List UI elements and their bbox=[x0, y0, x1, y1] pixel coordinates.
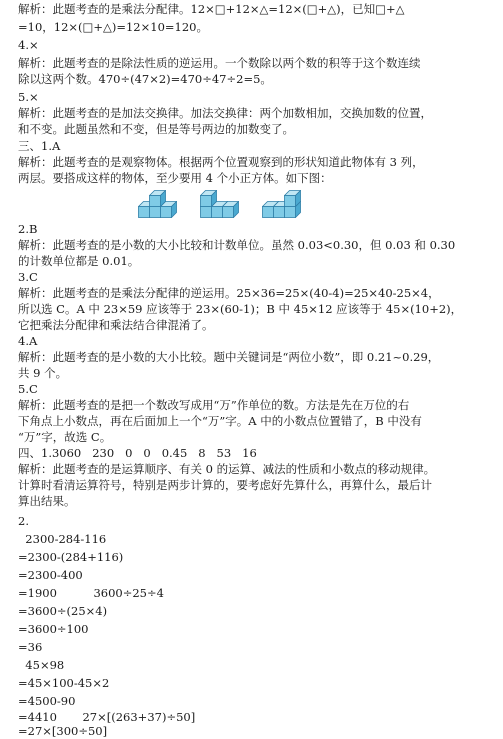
text-line-15: 3.C bbox=[18, 270, 38, 284]
text-line-2: =10，12×(□+△)=12×10=120。 bbox=[18, 20, 208, 34]
text-line-41: =4410 27×[(263+37)÷50] bbox=[18, 710, 196, 724]
text-line-42: =27×[300÷50] bbox=[18, 724, 108, 738]
text-line-13: 解析：此题考查的是小数的大小比较和计数单位。虽然 0.03<0.30，但 0.03 和 0.30 bbox=[18, 238, 456, 252]
text-line-4: 解析：此题考查的是除法性质的逆运用。一个数除以两个数的积等于这个数连续 bbox=[18, 56, 421, 70]
text-line-26: 四、1.3060 230 0 0 0.45 8 53 16 bbox=[18, 446, 257, 460]
text-line-28: 计算时看清运算符号，特别是两步计算的，要考虑好先算什么，再算什么，最后计 bbox=[18, 478, 432, 492]
cube-icon bbox=[222, 201, 239, 218]
text-line-3: 4.× bbox=[18, 38, 39, 52]
text-line-18: 它把乘法分配律和乘法结合律混淆了。 bbox=[18, 318, 214, 332]
text-line-40: =4500-90 bbox=[18, 694, 76, 708]
text-line-32: =2300-(284+116) bbox=[18, 550, 124, 564]
text-line-29: 算出结果。 bbox=[18, 494, 76, 508]
text-line-10: 解析：此题考查的是观察物体。根据两个位置观察到的形状知道此物体有 3 列， bbox=[18, 155, 424, 169]
text-line-27: 解析：此题考查的是运算顺序、有关 0 的运算、减法的性质和小数点的移动规律。 bbox=[18, 462, 436, 476]
text-line-34: =1900 3600÷25÷4 bbox=[18, 586, 164, 600]
cube-figures bbox=[138, 185, 328, 219]
text-line-33: =2300-400 bbox=[18, 568, 83, 582]
text-line-14: 的计数单位都是 0.01。 bbox=[18, 254, 140, 268]
text-line-6: 5.× bbox=[18, 90, 39, 104]
cube-icon bbox=[284, 190, 301, 207]
text-line-23: 解析：此题考查的是把一个数改写成用“万”作单位的数。方法是先在万位的右 bbox=[18, 398, 410, 412]
text-line-21: 共 9 个。 bbox=[18, 366, 68, 380]
text-line-12: 2.B bbox=[18, 222, 38, 236]
text-line-9: 三、1.A bbox=[18, 139, 61, 153]
text-line-5: 除以这两个数。470÷(47×2)=470÷47÷2=5。 bbox=[18, 72, 272, 86]
text-line-36: =3600÷100 bbox=[18, 622, 89, 636]
text-line-37: =36 bbox=[18, 640, 43, 654]
text-line-20: 解析：此题考查的是小数的大小比较。题中关键词是“两位小数”，即 0.21~0.29， bbox=[18, 350, 440, 364]
text-line-8: 和不变。此题虽然和不变，但是等号两边的加数变了。 bbox=[18, 122, 294, 136]
text-line-24: 下角点上小数点，再在后面加上一个“万”字。A 中的小数点位置错了，B 中没有 bbox=[18, 414, 422, 428]
text-line-7: 解析：此题考查的是加法交换律。加法交换律：两个加数相加，交换加数的位置， bbox=[18, 106, 432, 120]
text-line-19: 4.A bbox=[18, 334, 38, 348]
text-line-16: 解析：此题考查的是乘法分配律的逆运用。25×36=25×(40-4)=25×40-25×4， bbox=[18, 286, 440, 300]
text-line-25: “万”字，故选 C。 bbox=[18, 430, 112, 444]
cube-icon bbox=[200, 190, 217, 207]
text-line-22: 5.C bbox=[18, 382, 38, 396]
text-line-35: =3600÷(25×4) bbox=[18, 604, 108, 618]
text-line-30: 2. bbox=[18, 514, 29, 528]
text-line-38: 45×98 bbox=[18, 658, 65, 672]
text-line-11: 两层。要搭成这样的物体，至少要用 4 个小正方体。如下图： bbox=[18, 171, 332, 185]
text-line-1: 解析：此题考查的是乘法分配律。12×□+12×△=12×(□+△)，已知□+△ bbox=[18, 2, 405, 16]
text-line-39: =45×100-45×2 bbox=[18, 676, 110, 690]
cube-icon bbox=[149, 190, 166, 207]
text-line-17: 所以选 C。A 中 23×59 应该等于 23×(60-1)；B 中 45×12 应该等于 45×(10+2)， bbox=[18, 302, 463, 316]
text-line-31: 2300-284-116 bbox=[18, 532, 107, 546]
